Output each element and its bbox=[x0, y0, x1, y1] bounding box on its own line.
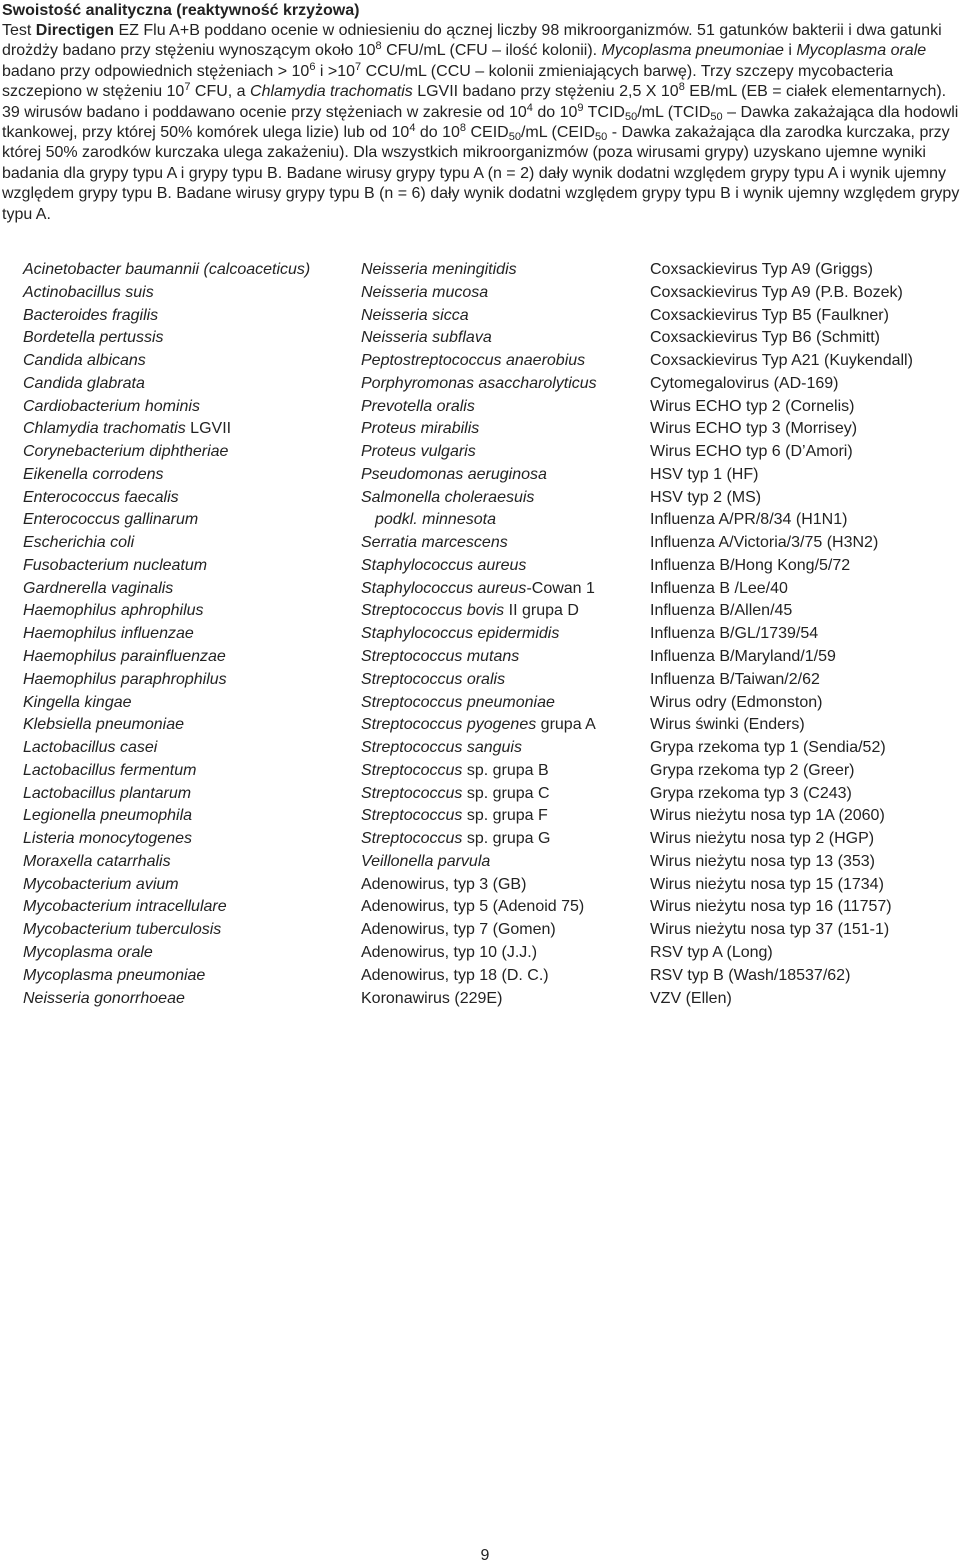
organism-item bbox=[650, 692, 956, 715]
organism-item bbox=[650, 646, 956, 669]
organism-detail: sp. grupa B bbox=[462, 761, 549, 779]
organism-name: Acinetobacter baumannii (calcoaceticus) bbox=[23, 261, 311, 278]
organism-name: Mycobacterium tuberculosis bbox=[23, 921, 222, 939]
organism-item bbox=[650, 783, 956, 806]
organism-detail: Influenza B /Lee/40 bbox=[650, 579, 788, 597]
organism-name: Neisseria mucosa bbox=[361, 283, 489, 301]
organism-item bbox=[23, 988, 353, 1011]
organism-item bbox=[361, 828, 646, 851]
organism-detail: HSV typ 1 (HF) bbox=[650, 465, 759, 483]
organism-name: Listeria monocytogenes bbox=[23, 830, 192, 848]
organism-item bbox=[23, 919, 353, 942]
organism-detail: Wirus świnki (Enders) bbox=[650, 716, 805, 734]
organism-item bbox=[650, 350, 956, 373]
organism-name: Streptococcus sanguis bbox=[361, 739, 522, 757]
organism-item bbox=[361, 623, 646, 646]
organism-detail: Wirus nieżytu nosa typ 16 (11757) bbox=[650, 898, 892, 916]
organism-item bbox=[650, 327, 956, 350]
organism-item bbox=[23, 965, 353, 988]
organism-item bbox=[361, 464, 646, 487]
organism-name: Proteus mirabilis bbox=[361, 420, 480, 438]
organism-item bbox=[23, 555, 353, 578]
organism-name: Streptococcus bovis bbox=[361, 602, 505, 620]
organism-name: Veillonella parvula bbox=[361, 852, 491, 870]
organism-item bbox=[361, 305, 646, 328]
organism-item bbox=[361, 441, 646, 464]
organism-detail: LGVII bbox=[185, 420, 232, 438]
organism-detail: Grypa rzekoma typ 3 (C243) bbox=[650, 784, 852, 802]
organism-detail: sp. grupa G bbox=[462, 830, 551, 848]
organism-detail: Adenowirus, typ 5 (Adenoid 75) bbox=[361, 898, 585, 916]
organism-item bbox=[650, 396, 956, 419]
organism-item bbox=[361, 851, 646, 874]
organism-item bbox=[361, 509, 646, 532]
organism-detail: Coxsackievirus Typ B6 (Schmitt) bbox=[650, 329, 880, 347]
organism-detail: Influenza B/Taiwan/2/62 bbox=[650, 670, 820, 688]
organism-item bbox=[650, 464, 956, 487]
organism-detail: Wirus ECHO typ 2 (Cornelis) bbox=[650, 397, 855, 415]
organism-item bbox=[361, 919, 646, 942]
organism-name: Prevotella oralis bbox=[361, 397, 475, 415]
organism-item bbox=[650, 509, 956, 532]
organism-detail: Adenowirus, typ 3 (GB) bbox=[361, 875, 527, 893]
organism-name: Streptococcus bbox=[361, 784, 463, 802]
organism-item bbox=[361, 282, 646, 305]
organism-item bbox=[361, 555, 646, 578]
organism-item bbox=[23, 509, 353, 532]
organism-item bbox=[650, 828, 956, 851]
organism-name: Lactobacillus plantarum bbox=[23, 784, 192, 802]
organism-item bbox=[23, 441, 353, 464]
organism-item bbox=[650, 532, 956, 555]
organism-item bbox=[361, 327, 646, 350]
organism-item bbox=[361, 988, 646, 1011]
organism-item bbox=[650, 919, 956, 942]
organism-name: Serratia marcescens bbox=[361, 534, 508, 552]
organism-name: Peptostreptococcus anaerobius bbox=[361, 352, 586, 370]
organism-item bbox=[650, 965, 956, 988]
organism-detail: RSV typ B (Wash/18537/62) bbox=[650, 966, 851, 984]
organism-item bbox=[23, 487, 353, 510]
organism-item bbox=[361, 418, 646, 441]
organism-detail: Wirus nieżytu nosa typ 2 (HGP) bbox=[650, 830, 875, 848]
organism-detail: Koronawirus (229E) bbox=[361, 989, 503, 1007]
organism-item bbox=[23, 874, 353, 897]
organism-name: Streptococcus oralis bbox=[361, 670, 506, 688]
organism-item bbox=[23, 714, 353, 737]
organism-name: Pseudomonas aeruginosa bbox=[361, 465, 547, 483]
organism-name: Neisseria meningitidis bbox=[361, 261, 517, 278]
organism-name: Mycoplasma orale bbox=[23, 943, 153, 961]
organism-item bbox=[650, 600, 956, 623]
organism-name: Streptococcus pyogenes bbox=[361, 716, 537, 734]
organism-name: Salmonella choleraesuis bbox=[361, 488, 535, 506]
organism-detail: Wirus nieżytu nosa typ 15 (1734) bbox=[650, 875, 884, 893]
organism-item bbox=[23, 396, 353, 419]
organism-item bbox=[650, 487, 956, 510]
organism-detail: Adenowirus, typ 7 (Gomen) bbox=[361, 921, 556, 939]
organism-name: Lactobacillus fermentum bbox=[23, 761, 197, 779]
organism-name: Staphylococcus epidermidis bbox=[361, 625, 560, 643]
organism-item bbox=[23, 623, 353, 646]
organism-item bbox=[361, 532, 646, 555]
organism-name: Legionella pneumophila bbox=[23, 807, 193, 825]
organism-detail: Coxsackievirus Typ A21 (Kuykendall) bbox=[650, 352, 913, 370]
organism-item bbox=[23, 418, 353, 441]
organism-name: Neisseria subflava bbox=[361, 329, 492, 347]
organism-name: Escherichia coli bbox=[23, 534, 135, 552]
organism-item bbox=[650, 669, 956, 692]
organism-item bbox=[650, 282, 956, 305]
organism-detail: Wirus nieżytu nosa typ 13 (353) bbox=[650, 852, 875, 870]
organism-item bbox=[23, 532, 353, 555]
organism-item bbox=[361, 600, 646, 623]
intro-paragraph: Test Directigen EZ Flu A+B poddano ocenie w odniesieniu do ącznej liczby 98 mikroorganizmów. 51 gatunków bakterii i dwa gatunki drożdży badano przy stężeniu wynoszącym około $10^8$ CFU/mL (CFU – ilość kolonii). Mycoplasma pneumoniae i Mycoplasma orale badano przy odpowiednich stężeniach > $10^6$ $i >10^7$ CCU/mL (CCU – kolonii zmieniających barwę). Trzy szczepy mycobacteria szczepiono w stężeniu $10^7$ CFU, a Chlamydia trachomatis LGVII badano przy stężeniu 2,5 X $10^8$ EB/mL (EB = ciałek elementarnych). 39 wirusów badano i poddawano ocenie przy stężeniach w zakresie od $10^4$ do $10^9$ $TCID_{50}/mL$ ($TCID_{50}$ – Dawka zakażająca dla hodowli tkankowej, przy której 50% komórek ulega lizie) lub od $10^4$ do $10^8$ $CEID_{50}/mL$ ($CEID_{50}$ - Dawka zakażająca dla zarodka kurczaka, przy której 50% zarodków kurczaka ulega zakażeniu). Dla wszystkich mikroorganizmów (poza wirusami grypy) uzyskano ujemne wyniki badania dla grypy typu A i grypy typu B. Badane wirusy grypy typu A (n = 2) dały wynik dodatni względem grypy typu A i wynik ujemny względem grypy typu B. Badane wirusy grypy typu B (n = 6) dały wynik dodatni względem grypy typu B i wynik ujemny względem grypy typu A. bbox=[2, 22, 960, 223]
organism-name: Bacteroides fragilis bbox=[23, 306, 159, 324]
organism-item bbox=[23, 259, 353, 282]
organism-item bbox=[23, 373, 353, 396]
organism-name: Streptococcus mutans bbox=[361, 648, 520, 666]
organism-detail: sp. grupa C bbox=[462, 784, 550, 802]
organism-item bbox=[650, 373, 956, 396]
organism-item bbox=[361, 965, 646, 988]
organism-name: Mycoplasma pneumoniae bbox=[23, 966, 206, 984]
organism-detail: II grupa D bbox=[504, 602, 579, 620]
organism-name: Bordetella pertussis bbox=[23, 329, 164, 347]
organism-name: Eikenella corrodens bbox=[23, 465, 164, 483]
organism-name: Fusobacterium nucleatum bbox=[23, 556, 208, 574]
organism-item bbox=[650, 305, 956, 328]
organism-detail: Influenza B/Maryland/1/59 bbox=[650, 648, 836, 666]
organism-item bbox=[361, 578, 646, 601]
organism-item bbox=[23, 942, 353, 965]
organism-name: Corynebacterium diphtheriae bbox=[23, 443, 229, 461]
organism-name: Haemophilus parainfluenzae bbox=[23, 648, 226, 666]
organism-detail: Coxsackievirus Typ A9 (P.B. Bozek) bbox=[650, 283, 903, 301]
organism-item bbox=[23, 646, 353, 669]
organism-detail: Wirus ECHO typ 3 (Morrisey) bbox=[650, 420, 858, 438]
organism-item bbox=[361, 874, 646, 897]
organism-item bbox=[23, 350, 353, 373]
organism-detail: Influenza B/Allen/45 bbox=[650, 602, 793, 620]
organism-name: Neisseria sicca bbox=[361, 306, 469, 324]
organism-item bbox=[361, 942, 646, 965]
organism-item bbox=[650, 623, 956, 646]
organism-item bbox=[23, 760, 353, 783]
brand-name: Directigen bbox=[35, 22, 115, 39]
organism-item bbox=[361, 896, 646, 919]
organism-item bbox=[23, 692, 353, 715]
organism-name: Enterococcus gallinarum bbox=[23, 511, 199, 529]
organism-item bbox=[361, 760, 646, 783]
organism-item bbox=[361, 737, 646, 760]
page-number: 9 bbox=[480, 1547, 490, 1564]
organism-detail: Adenowirus, typ 10 (J.J.) bbox=[361, 943, 538, 961]
section-heading: Swoistość analityczna (reaktywność krzyżowa) bbox=[2, 2, 360, 19]
organism-detail: Influenza B/Hong Kong/5/72 bbox=[650, 556, 851, 574]
organism-item bbox=[23, 282, 353, 305]
organism-item bbox=[650, 737, 956, 760]
organism-name: Mycobacterium intracellulare bbox=[23, 898, 227, 916]
organism-name: Proteus vulgaris bbox=[361, 443, 476, 461]
organism-detail: HSV typ 2 (MS) bbox=[650, 488, 762, 506]
organism-detail: grupa A bbox=[536, 716, 596, 734]
organism-item bbox=[361, 669, 646, 692]
organism-detail: Grypa rzekoma typ 1 (Sendia/52) bbox=[650, 739, 886, 757]
organism-detail: Wirus nieżytu nosa typ 37 (151-1) bbox=[650, 921, 890, 939]
organism-name: Haemophilus aphrophilus bbox=[23, 602, 204, 620]
organism-item bbox=[361, 487, 646, 510]
organism-name: Staphylococcus aureus bbox=[361, 579, 527, 597]
organism-item bbox=[23, 828, 353, 851]
organism-item bbox=[361, 805, 646, 828]
organism-detail: Wirus ECHO typ 6 (D’Amori) bbox=[650, 443, 853, 461]
organism-name: Klebsiella pneumoniae bbox=[23, 716, 184, 734]
organism-name: Streptococcus pneumoniae bbox=[361, 693, 555, 711]
organism-item bbox=[23, 851, 353, 874]
organism-item bbox=[23, 578, 353, 601]
organism-item bbox=[650, 805, 956, 828]
organism-detail: Influenza A/PR/8/34 (H1N1) bbox=[650, 511, 848, 529]
organism-item bbox=[650, 578, 956, 601]
organism-item bbox=[23, 327, 353, 350]
organism-name: Streptococcus bbox=[361, 830, 463, 848]
organism-name: Candida glabrata bbox=[23, 374, 145, 392]
organism-item bbox=[650, 760, 956, 783]
organism-detail: Adenowirus, typ 18 (D. C.) bbox=[361, 966, 549, 984]
organism-name: Actinobacillus suis bbox=[23, 283, 154, 301]
organism-detail: Wirus odry (Edmonston) bbox=[650, 693, 823, 711]
organism-name: Haemophilus paraphrophilus bbox=[23, 670, 227, 688]
organism-name: Mycobacterium avium bbox=[23, 875, 179, 893]
organism-name: Kingella kingae bbox=[23, 693, 132, 711]
organism-name: Neisseria gonorrhoeae bbox=[23, 989, 185, 1007]
organism-detail: RSV typ A (Long) bbox=[650, 943, 773, 961]
organism-item bbox=[361, 714, 646, 737]
organism-name: Cardiobacterium hominis bbox=[23, 397, 200, 415]
organism-name: Haemophilus influenzae bbox=[23, 625, 194, 643]
organism-item bbox=[650, 874, 956, 897]
organism-detail: Influenza A/Victoria/3/75 (H3N2) bbox=[650, 534, 879, 552]
organism-item bbox=[361, 646, 646, 669]
organism-name: podkl. minnesota bbox=[375, 511, 496, 529]
organism-detail: Coxsackievirus Typ A9 (Griggs) bbox=[650, 261, 873, 278]
organism-item bbox=[650, 441, 956, 464]
organism-column-2 bbox=[361, 259, 646, 1010]
organism-detail: Cytomegalovirus (AD-169) bbox=[650, 374, 839, 392]
organism-name: Staphylococcus aureus bbox=[361, 556, 527, 574]
organism-item bbox=[650, 942, 956, 965]
organism-item bbox=[23, 305, 353, 328]
organism-name: Lactobacillus casei bbox=[23, 739, 158, 757]
organism-name: Chlamydia trachomatis bbox=[23, 420, 186, 438]
organism-detail: Wirus nieżytu nosa typ 1A (2060) bbox=[650, 807, 885, 825]
organism-detail: sp. grupa F bbox=[462, 807, 548, 825]
organism-detail: VZV (Ellen) bbox=[650, 989, 732, 1007]
organism-item bbox=[23, 669, 353, 692]
organism-item bbox=[23, 896, 353, 919]
organism-item bbox=[23, 805, 353, 828]
organism-detail: -Cowan 1 bbox=[526, 579, 595, 597]
organism-item bbox=[23, 737, 353, 760]
organism-name: Candida albicans bbox=[23, 352, 146, 370]
organism-column-3 bbox=[650, 259, 956, 1010]
organism-name: Streptococcus bbox=[361, 761, 463, 779]
organism-item bbox=[361, 692, 646, 715]
organism-column-1 bbox=[23, 259, 353, 1010]
organism-detail: Grypa rzekoma typ 2 (Greer) bbox=[650, 761, 855, 779]
organism-item bbox=[23, 783, 353, 806]
organism-item bbox=[23, 464, 353, 487]
organism-item bbox=[361, 783, 646, 806]
organism-item bbox=[650, 988, 956, 1011]
organism-item bbox=[650, 555, 956, 578]
organism-item bbox=[650, 714, 956, 737]
organism-detail: Coxsackievirus Typ B5 (Faulkner) bbox=[650, 306, 889, 324]
organism-item bbox=[361, 259, 646, 282]
organism-item bbox=[650, 851, 956, 874]
organism-name: Enterococcus faecalis bbox=[23, 488, 179, 506]
organism-item bbox=[361, 396, 646, 419]
organism-name: Porphyromonas asaccharolyticus bbox=[361, 374, 597, 392]
organism-detail: Influenza B/GL/1739/54 bbox=[650, 625, 819, 643]
organism-item bbox=[23, 600, 353, 623]
organism-item bbox=[650, 418, 956, 441]
organism-item bbox=[650, 259, 956, 282]
organism-name: Moraxella catarrhalis bbox=[23, 852, 171, 870]
organism-item bbox=[650, 896, 956, 919]
organism-name: Gardnerella vaginalis bbox=[23, 579, 174, 597]
organism-name: Streptococcus bbox=[361, 807, 463, 825]
organism-item bbox=[361, 350, 646, 373]
organism-item bbox=[361, 373, 646, 396]
